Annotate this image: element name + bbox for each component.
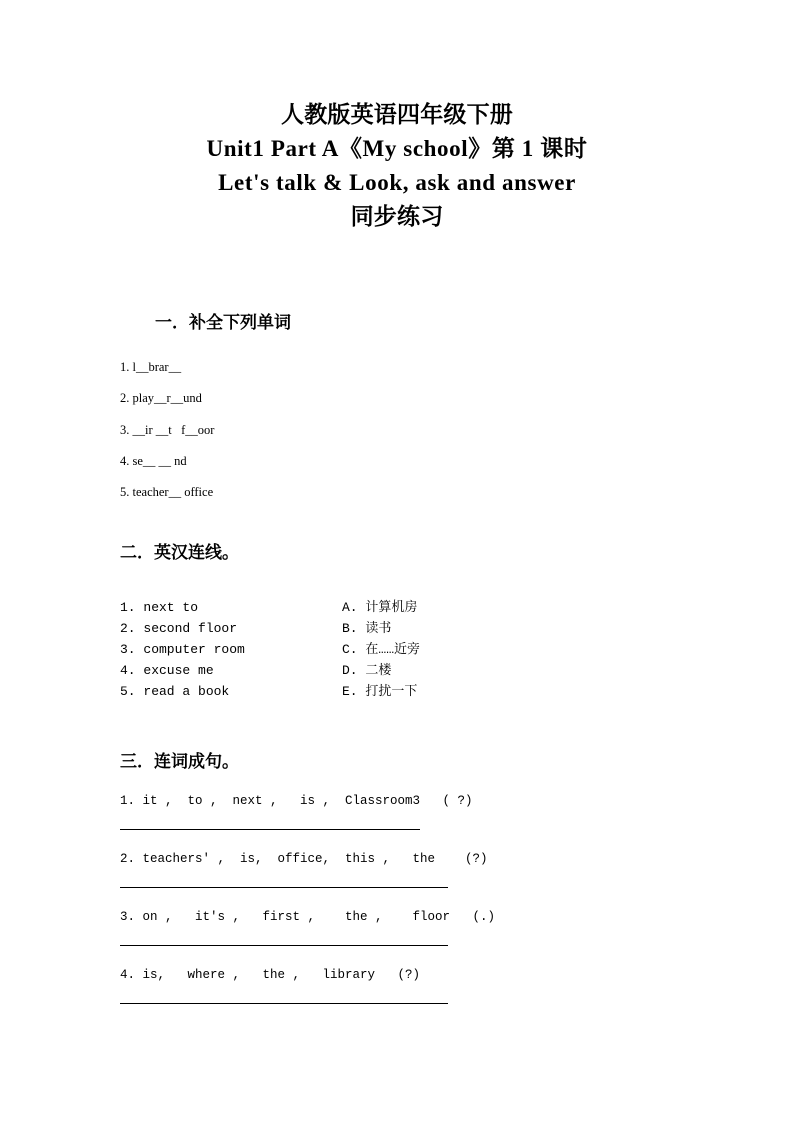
match-left-item: 1. next to [120, 600, 199, 615]
match-left-item: 4. excuse me [120, 663, 214, 678]
match-right-item: E. 打扰一下 [342, 684, 418, 699]
answer-rule [120, 829, 420, 830]
order-item: 3. on , it's , first , the , floor (.) [120, 910, 496, 924]
section-3-sentence-list [120, 790, 580, 1022]
match-left-item: 2. second floor [120, 621, 238, 636]
document-title [97, 98, 697, 234]
answer-rule [120, 1003, 448, 1004]
word-item: 4. se__ __ nd [120, 453, 187, 468]
title-line-3: Let's talk & Look, ask and answer [218, 170, 576, 195]
answer-rule [120, 945, 448, 946]
word-item: 1. l__brar__ [120, 360, 182, 374]
match-row [120, 618, 540, 639]
match-row [120, 660, 540, 681]
match-right-item: B. 读书 [342, 621, 392, 636]
order-item: 1. it , to , next , is , Classroom3 ( ?) [120, 794, 473, 808]
title-line-4: 同步练习 [350, 204, 444, 229]
match-left-item: 3. computer room [120, 642, 245, 657]
match-left-item: 5. read a book [120, 684, 230, 699]
match-right-item: D. 二楼 [342, 663, 392, 678]
order-item: 4. is, where , the , library (?) [120, 968, 421, 982]
title-line-2: Unit1 Part A《My school》第 1 课时 [206, 136, 588, 161]
match-right-item: A. 计算机房 [342, 600, 418, 615]
section-1-heading: 一．补全下列单词 [155, 313, 291, 332]
order-item: 2. teachers' , is, office, this , the (?) [120, 852, 488, 866]
section-3-heading: 三．连词成句。 [120, 752, 239, 771]
match-right-item: C. 在……近旁 [342, 642, 421, 657]
title-line-1: 人教版英语四年级下册 [281, 102, 513, 127]
word-item: 2. play__r__und [120, 391, 202, 406]
section-1-word-list [120, 352, 540, 508]
answer-rule [120, 887, 448, 888]
match-row [120, 681, 540, 702]
section-2-heading: 二．英汉连线。 [120, 543, 239, 562]
match-row [120, 639, 540, 660]
section-2-matching-list [120, 597, 540, 702]
match-row [120, 597, 540, 618]
word-item: 5. teacher__ office [120, 485, 214, 500]
word-item: 3. __ir __t f__oor [120, 422, 215, 437]
